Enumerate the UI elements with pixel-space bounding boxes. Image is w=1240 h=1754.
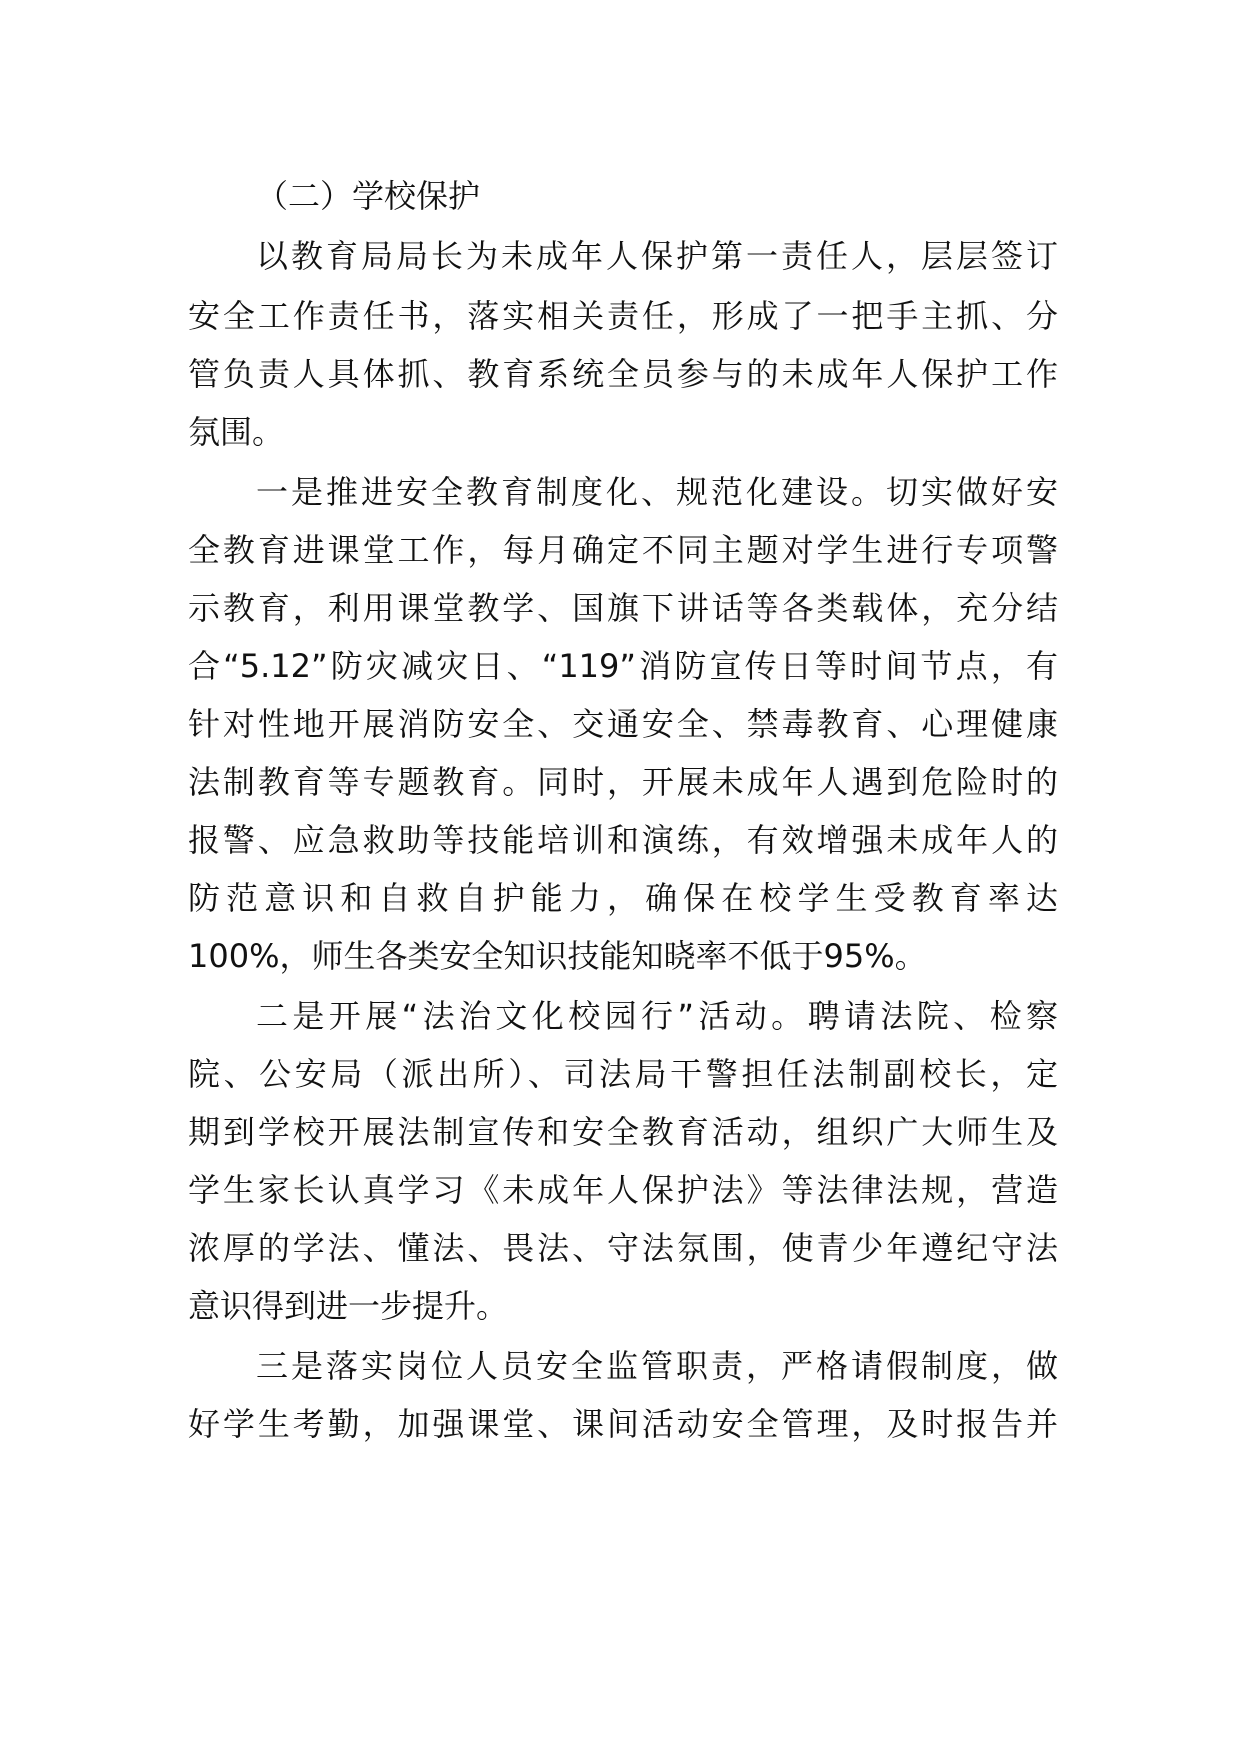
paragraph-2-line-9: 100%，师生各类安全知识技能知晓率不低于95%。 — [188, 937, 927, 975]
paragraph-2-line-7: 报警、应急救助等技能培训和演练，有效增强未成年人的 — [188, 821, 1058, 859]
paragraph-3-line-4: 学生家长认真学习《未成年人保护法》等法律法规，营造 — [188, 1171, 1058, 1209]
paragraph-2-line-4: 合“5.12”防灾减灾日、“119”消防宣传日等时间节点，有 — [188, 647, 1058, 685]
paragraph-3-line-1: 二是开展“法治文化校园行”活动。聘请法院、检察 — [256, 997, 1058, 1035]
paragraph-3-line-3: 期到学校开展法制宣传和安全教育活动，组织广大师生及 — [188, 1113, 1058, 1151]
paragraph-2-line-5: 针对性地开展消防安全、交通安全、禁毒教育、心理健康 — [188, 705, 1058, 743]
paragraph-2-line-6: 法制教育等专题教育。同时，开展未成年人遇到危险时的 — [188, 763, 1058, 801]
paragraph-4-line-1: 三是落实岗位人员安全监管职责，严格请假制度，做 — [256, 1347, 1058, 1385]
paragraph-3-line-5: 浓厚的学法、懂法、畏法、守法氛围，使青少年遵纪守法 — [188, 1229, 1058, 1267]
paragraph-1-line-1: 以教育局局长为未成年人保护第一责任人，层层签订 — [256, 237, 1058, 275]
paragraph-1-line-4: 氛围。 — [188, 413, 285, 451]
section-heading: （二）学校保护 — [256, 177, 481, 215]
paragraph-3-line-6: 意识得到进一步提升。 — [188, 1287, 509, 1325]
paragraph-3-line-2: 院、公安局（派出所）、司法局干警担任法制副校长，定 — [188, 1055, 1058, 1093]
paragraph-4-line-2: 好学生考勤，加强课堂、课间活动安全管理，及时报告并 — [188, 1405, 1058, 1443]
paragraph-2-line-2: 全教育进课堂工作，每月确定不同主题对学生进行专项警 — [188, 531, 1058, 569]
paragraph-2-line-1: 一是推进安全教育制度化、规范化建设。切实做好安 — [256, 473, 1058, 511]
paragraph-2-line-3: 示教育，利用课堂教学、国旗下讲话等各类载体，充分结 — [188, 589, 1058, 627]
paragraph-1-line-2: 安全工作责任书，落实相关责任，形成了一把手主抓、分 — [188, 297, 1058, 335]
paragraph-2-line-8: 防范意识和自救自护能力，确保在校学生受教育率达 — [188, 879, 1058, 917]
paragraph-1-line-3: 管负责人具体抓、教育系统全员参与的未成年人保护工作 — [188, 355, 1058, 393]
